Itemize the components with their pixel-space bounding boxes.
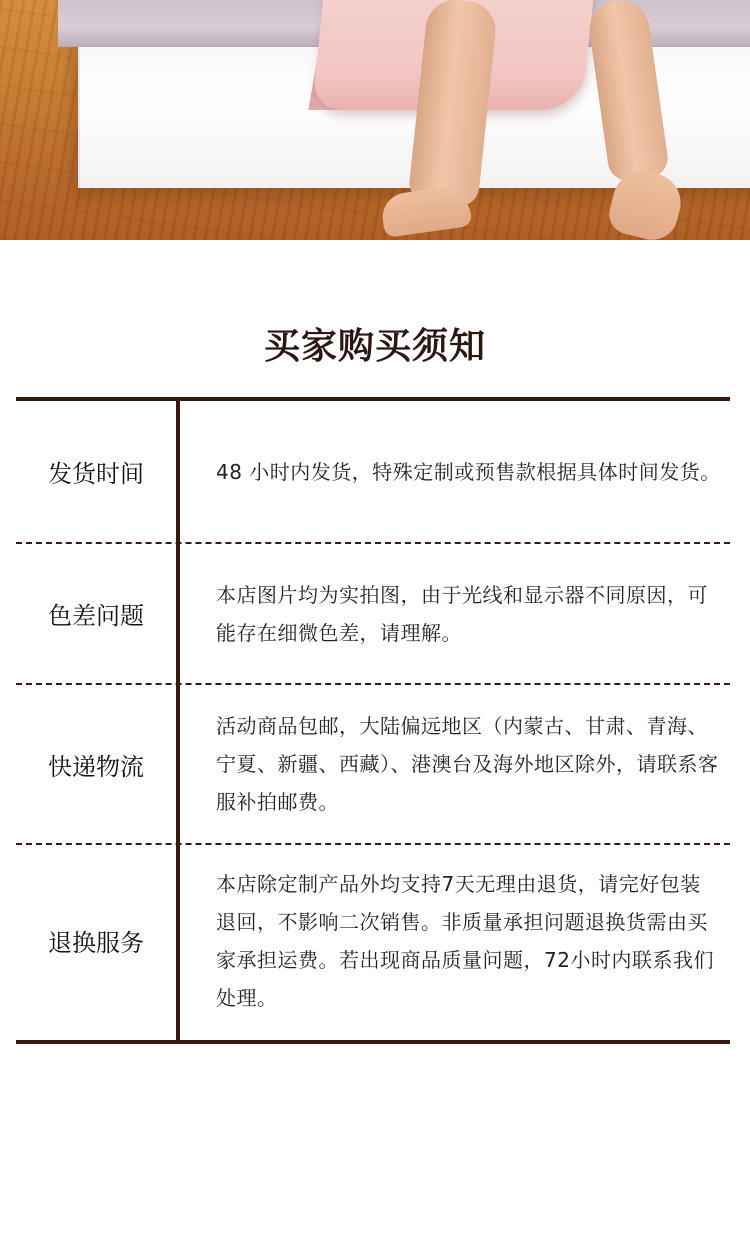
notice-text: 活动商品包邮，大陆偏远地区（内蒙古、甘肃、青海、宁夏、新疆、西藏）、港澳台及海外地区除外，请联系客服补拍邮费。 xyxy=(216,714,719,814)
notice-label: 快递物流 xyxy=(48,752,144,781)
notice-label: 发货时间 xyxy=(48,460,144,488)
notice-row-shipping xyxy=(16,401,730,544)
notice-content xyxy=(216,845,721,1036)
notice-row-delivery xyxy=(16,685,730,845)
notice-label: 退换服务 xyxy=(48,929,144,957)
notice-text: 本店图片均为实拍图，由于光线和显示器不同原因，可能存在细微色差，请理解。 xyxy=(216,582,708,645)
notice-text: 本店除定制产品外均支持7天无理由退货，请完好包装退回，不影响二次销售。非质量承担问题退换货需由买家承担运费。若出现商品质量问题，72小时内联系我们处理。 xyxy=(216,871,714,1010)
notice-content xyxy=(216,685,721,843)
notice-table xyxy=(16,397,730,1044)
notice-row-color xyxy=(16,544,730,685)
notice-label: 色差问题 xyxy=(48,602,144,630)
notice-text: 48 小时内发货，特殊定制或预售款根据具体时间发货。 xyxy=(216,459,721,484)
product-photo xyxy=(0,0,750,240)
notice-content xyxy=(216,544,721,683)
notice-row-returns xyxy=(16,845,730,1036)
notice-content xyxy=(216,401,721,542)
page-title: 买家购买须知 xyxy=(263,326,486,367)
